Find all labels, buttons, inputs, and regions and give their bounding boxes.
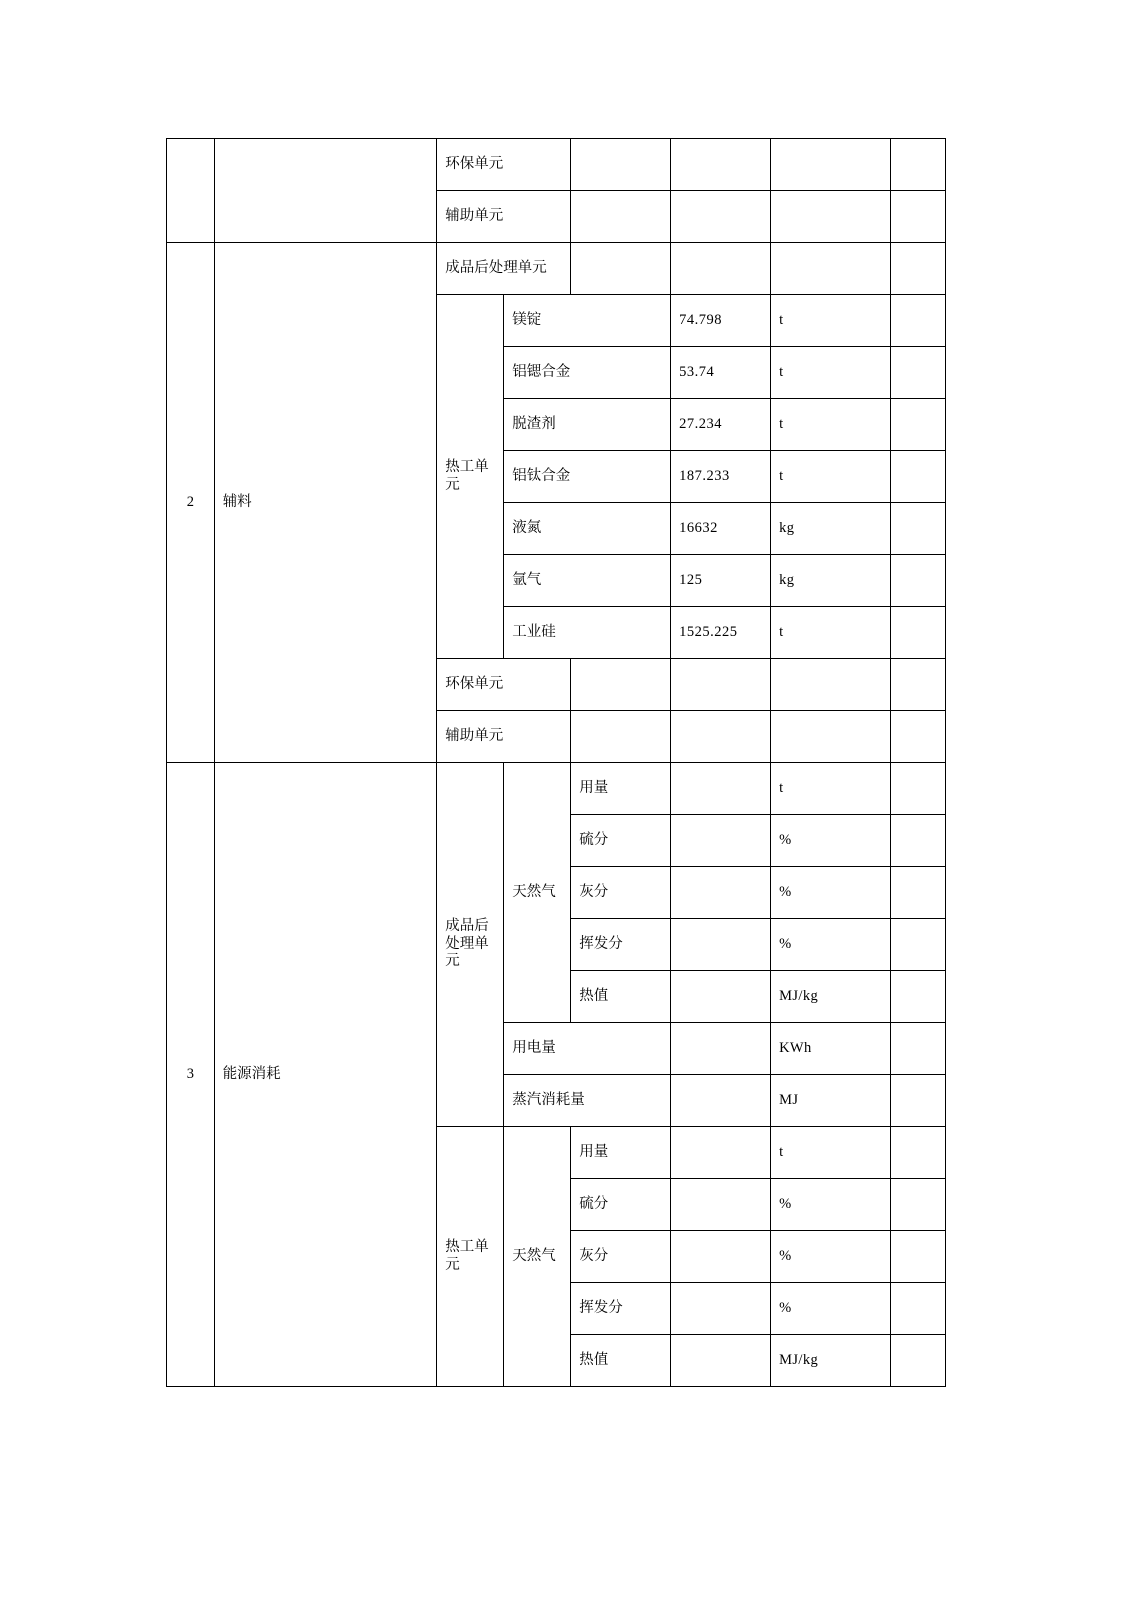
item-cell: 铝钛合金	[504, 451, 671, 503]
value-cell	[671, 763, 771, 815]
sub-cell: 硫分	[571, 815, 671, 867]
remark-cell	[891, 1075, 946, 1127]
uom-cell: %	[771, 1283, 891, 1335]
value-cell	[671, 659, 771, 711]
item-cell: 镁锭	[504, 295, 671, 347]
uom-cell: MJ/kg	[771, 1335, 891, 1387]
sub-cell: 硫分	[571, 1179, 671, 1231]
value-cell	[671, 1335, 771, 1387]
remark-cell	[891, 399, 946, 451]
table-row	[167, 763, 946, 815]
sub-cell	[571, 659, 671, 711]
remark-cell	[891, 347, 946, 399]
value-cell	[671, 1231, 771, 1283]
item-cell: 氩气	[504, 555, 671, 607]
remark-cell	[891, 607, 946, 659]
value-cell	[671, 815, 771, 867]
uom-cell: %	[771, 1231, 891, 1283]
uom-cell: KWh	[771, 1023, 891, 1075]
unit-cell: 成品后处理单元	[437, 243, 571, 295]
value-cell: 16632	[671, 503, 771, 555]
value-cell	[671, 711, 771, 763]
remark-cell	[891, 711, 946, 763]
uom-cell: MJ/kg	[771, 971, 891, 1023]
remark-cell	[891, 139, 946, 191]
uom-cell	[771, 139, 891, 191]
remark-cell	[891, 971, 946, 1023]
item-cell: 工业硅	[504, 607, 671, 659]
item-cell: 天然气	[504, 763, 571, 1023]
uom-cell	[771, 243, 891, 295]
sub-cell: 用量	[571, 763, 671, 815]
row-category: 辅料	[214, 243, 437, 763]
uom-cell: kg	[771, 503, 891, 555]
remark-cell	[891, 555, 946, 607]
value-cell: 187.233	[671, 451, 771, 503]
sub-cell	[571, 139, 671, 191]
unit-cell: 辅助单元	[437, 191, 571, 243]
item-cell: 液氮	[504, 503, 671, 555]
value-cell: 27.234	[671, 399, 771, 451]
uom-cell: t	[771, 763, 891, 815]
sub-cell	[571, 711, 671, 763]
remark-cell	[891, 1283, 946, 1335]
uom-cell: %	[771, 1179, 891, 1231]
sub-cell: 挥发分	[571, 919, 671, 971]
value-cell	[671, 243, 771, 295]
item-cell: 蒸汽消耗量	[504, 1075, 671, 1127]
uom-cell	[771, 191, 891, 243]
value-cell	[671, 1023, 771, 1075]
item-cell: 天然气	[504, 1127, 571, 1387]
sub-cell: 用量	[571, 1127, 671, 1179]
value-cell	[671, 191, 771, 243]
value-cell: 125	[671, 555, 771, 607]
uom-cell	[771, 659, 891, 711]
sub-cell: 热值	[571, 971, 671, 1023]
row-index: 3	[167, 763, 215, 1387]
remark-cell	[891, 919, 946, 971]
value-cell: 74.798	[671, 295, 771, 347]
item-cell: 铝锶合金	[504, 347, 671, 399]
unit-cell: 环保单元	[437, 139, 571, 191]
remark-cell	[891, 503, 946, 555]
unit-cell: 成品后处理单元	[437, 763, 504, 1127]
value-cell: 1525.225	[671, 607, 771, 659]
row-category	[214, 139, 437, 243]
remark-cell	[891, 1231, 946, 1283]
remark-cell	[891, 1335, 946, 1387]
value-cell	[671, 867, 771, 919]
remark-cell	[891, 243, 946, 295]
remark-cell	[891, 1179, 946, 1231]
uom-cell: %	[771, 815, 891, 867]
sub-cell	[571, 243, 671, 295]
remark-cell	[891, 659, 946, 711]
uom-cell: t	[771, 399, 891, 451]
value-cell: 53.74	[671, 347, 771, 399]
item-cell: 脱渣剂	[504, 399, 671, 451]
uom-cell: t	[771, 347, 891, 399]
row-index: 2	[167, 243, 215, 763]
sub-cell: 灰分	[571, 1231, 671, 1283]
row-index	[167, 139, 215, 243]
item-cell: 用电量	[504, 1023, 671, 1075]
uom-cell: t	[771, 451, 891, 503]
material-consumption-table	[166, 138, 946, 1387]
table-body	[167, 139, 946, 1387]
remark-cell	[891, 295, 946, 347]
unit-cell: 辅助单元	[437, 711, 571, 763]
uom-cell: MJ	[771, 1075, 891, 1127]
uom-cell: t	[771, 295, 891, 347]
sub-cell: 挥发分	[571, 1283, 671, 1335]
value-cell	[671, 1283, 771, 1335]
uom-cell: kg	[771, 555, 891, 607]
remark-cell	[891, 191, 946, 243]
sub-cell: 热值	[571, 1335, 671, 1387]
table-row	[167, 243, 946, 295]
remark-cell	[891, 451, 946, 503]
unit-cell: 热工单元	[437, 295, 504, 659]
uom-cell: %	[771, 867, 891, 919]
value-cell	[671, 919, 771, 971]
sub-cell: 灰分	[571, 867, 671, 919]
value-cell	[671, 1075, 771, 1127]
uom-cell: t	[771, 1127, 891, 1179]
remark-cell	[891, 1023, 946, 1075]
remark-cell	[891, 867, 946, 919]
uom-cell: t	[771, 607, 891, 659]
unit-cell: 热工单元	[437, 1127, 504, 1387]
row-category: 能源消耗	[214, 763, 437, 1387]
value-cell	[671, 971, 771, 1023]
value-cell	[671, 1179, 771, 1231]
value-cell	[671, 1127, 771, 1179]
table-row	[167, 139, 946, 191]
uom-cell	[771, 711, 891, 763]
unit-cell: 环保单元	[437, 659, 571, 711]
remark-cell	[891, 1127, 946, 1179]
remark-cell	[891, 763, 946, 815]
remark-cell	[891, 815, 946, 867]
sub-cell	[571, 191, 671, 243]
value-cell	[671, 139, 771, 191]
uom-cell: %	[771, 919, 891, 971]
